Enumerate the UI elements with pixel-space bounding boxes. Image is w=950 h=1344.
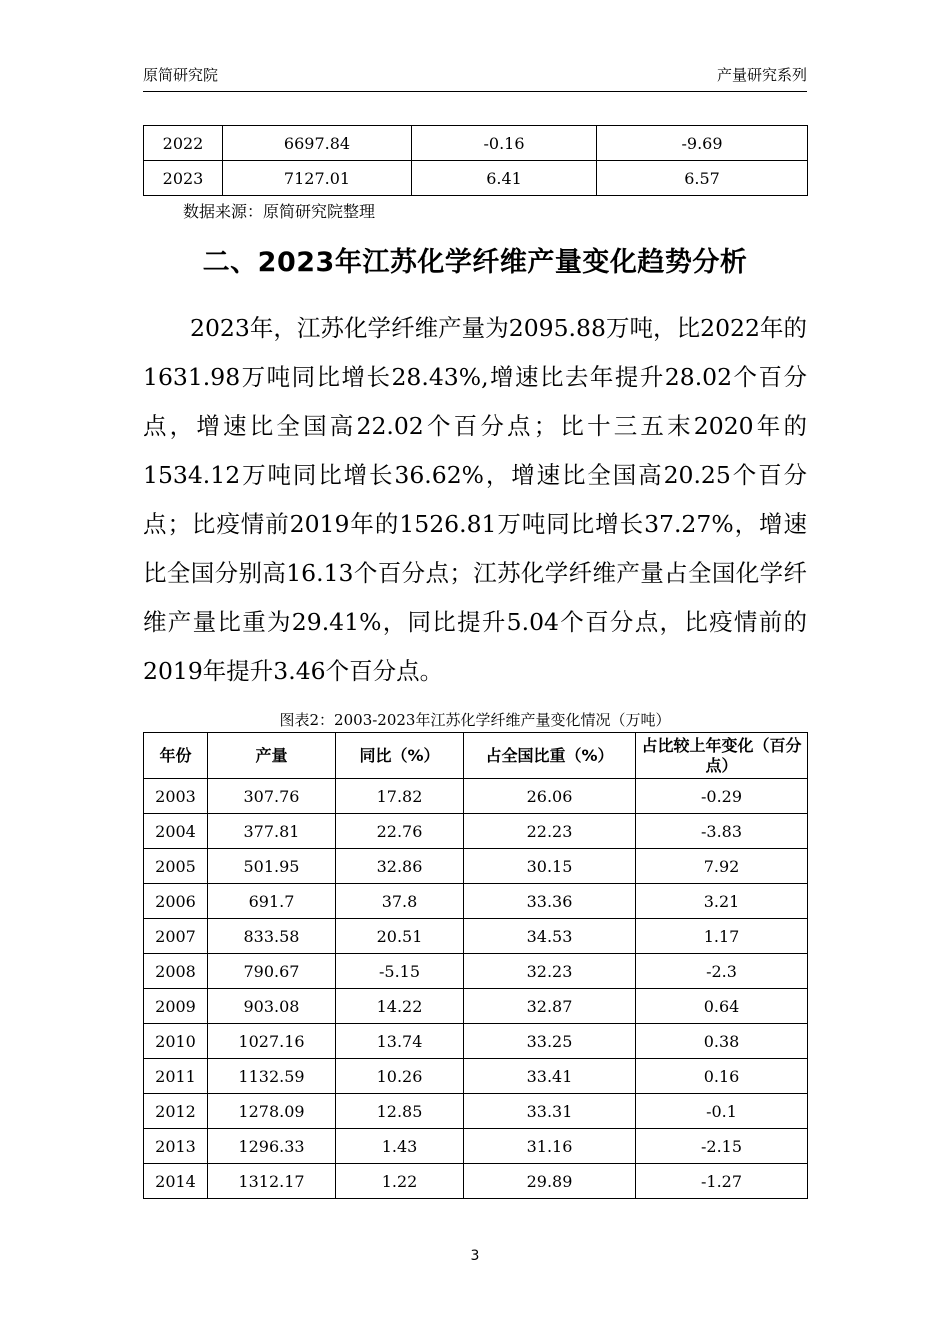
table-cell: 32.23	[464, 954, 636, 989]
table-cell: -5.15	[336, 954, 464, 989]
table-cell: 12.85	[336, 1094, 464, 1129]
table-row	[144, 1094, 808, 1129]
column-header-year: 年份	[144, 733, 208, 779]
table-cell: 377.81	[208, 814, 336, 849]
table-cell: 1.17	[636, 919, 808, 954]
table-cell: 7.92	[636, 849, 808, 884]
table-cell: -0.1	[636, 1094, 808, 1129]
table-cell: 903.08	[208, 989, 336, 1024]
table-cell: 17.82	[336, 779, 464, 814]
table-cell: 2007	[144, 919, 208, 954]
table-row	[144, 849, 808, 884]
table-cell: 10.26	[336, 1059, 464, 1094]
header-org-name: 原简研究院	[143, 66, 219, 84]
table-cell: 20.51	[336, 919, 464, 954]
table-cell: 1.43	[336, 1129, 464, 1164]
table-cell: 2008	[144, 954, 208, 989]
table-header-row	[144, 733, 808, 779]
column-header-yoy: 同比（%）	[336, 733, 464, 779]
table-row	[144, 954, 808, 989]
table-cell: 7127.01	[223, 161, 412, 196]
table-cell: 2005	[144, 849, 208, 884]
table-cell: -9.69	[597, 126, 808, 161]
table-cell: 6697.84	[223, 126, 412, 161]
table-row	[144, 1059, 808, 1094]
header-divider	[143, 91, 807, 92]
table-row	[144, 161, 808, 196]
data-source-note: 数据来源：原简研究院整理	[183, 202, 376, 221]
table-cell: 3.21	[636, 884, 808, 919]
table-cell: 2009	[144, 989, 208, 1024]
table-cell: 307.76	[208, 779, 336, 814]
table-cell: -1.27	[636, 1164, 808, 1199]
table-cell: 32.86	[336, 849, 464, 884]
table-cell: 32.87	[464, 989, 636, 1024]
table-cell: 2010	[144, 1024, 208, 1059]
table-cell: 2022	[144, 126, 223, 161]
table-cell: 2012	[144, 1094, 208, 1129]
column-header-national-share: 占全国比重（%）	[464, 733, 636, 779]
table-cell: -0.16	[412, 126, 597, 161]
page-number: 3	[470, 1248, 480, 1264]
table-cell: 33.41	[464, 1059, 636, 1094]
table-cell: -3.83	[636, 814, 808, 849]
table-row	[144, 814, 808, 849]
table-cell: 2003	[144, 779, 208, 814]
table-cell: 22.76	[336, 814, 464, 849]
table-cell: 2014	[144, 1164, 208, 1199]
table-row	[144, 989, 808, 1024]
production-table	[143, 732, 808, 1199]
table-row	[144, 919, 808, 954]
table-cell: 30.15	[464, 849, 636, 884]
table-cell: 33.36	[464, 884, 636, 919]
table-cell: 1312.17	[208, 1164, 336, 1199]
table-cell: 26.06	[464, 779, 636, 814]
table-cell: 833.58	[208, 919, 336, 954]
table-cell: 501.95	[208, 849, 336, 884]
table-cell: 2004	[144, 814, 208, 849]
table-cell: 22.23	[464, 814, 636, 849]
table-caption: 图表2：2003-2023年江苏化学纤维产量变化情况（万吨）	[279, 711, 671, 729]
table-cell: 0.64	[636, 989, 808, 1024]
table-cell: 29.89	[464, 1164, 636, 1199]
table-cell: 6.57	[597, 161, 808, 196]
column-header-share-change: 占比较上年变化（百分点）	[636, 733, 808, 779]
table-cell: 14.22	[336, 989, 464, 1024]
table-cell: 6.41	[412, 161, 597, 196]
table-cell: 13.74	[336, 1024, 464, 1059]
table-cell: 2013	[144, 1129, 208, 1164]
table-cell: -2.15	[636, 1129, 808, 1164]
table-cell: 0.16	[636, 1059, 808, 1094]
table-row	[144, 779, 808, 814]
continued-data-table	[143, 125, 808, 196]
table-row	[144, 1024, 808, 1059]
body-paragraph: 2023年，江苏化学纤维产量为2095.88万吨，比2022年的1631.98万吨同比增长28.43%,增速比去年提升28.02个百分点，增速比全国高22.02个百分点；比十三五末2020年的1534.12万吨同比增长36.62%，增速比全国高20.25个百分点；比疫情前2019年的1526.81万吨同比增长37.27%，增速比全国分别高16.13个百分点；江苏化学纤维产量占全国化学纤维产量比重为29.41%，同比提升5.04个百分点，比疫情前的2019年提升3.46个百分点。	[143, 314, 807, 685]
section-title: 二、2023年江苏化学纤维产量变化趋势分析	[202, 247, 748, 278]
table-cell: 37.8	[336, 884, 464, 919]
table-cell: 790.67	[208, 954, 336, 989]
table-cell: -2.3	[636, 954, 808, 989]
table-cell: 33.31	[464, 1094, 636, 1129]
table-row	[144, 126, 808, 161]
table-cell: 2011	[144, 1059, 208, 1094]
table-cell: 1027.16	[208, 1024, 336, 1059]
table-cell: 34.53	[464, 919, 636, 954]
header-series-name: 产量研究系列	[716, 66, 807, 84]
table-cell: 2006	[144, 884, 208, 919]
table-cell: 33.25	[464, 1024, 636, 1059]
table-cell: -0.29	[636, 779, 808, 814]
table-cell: 691.7	[208, 884, 336, 919]
table-cell: 1.22	[336, 1164, 464, 1199]
table-row	[144, 1164, 808, 1199]
table-cell: 2023	[144, 161, 223, 196]
table-row	[144, 884, 808, 919]
table-row	[144, 1129, 808, 1164]
column-header-output: 产量	[208, 733, 336, 779]
table-cell: 31.16	[464, 1129, 636, 1164]
table-cell: 0.38	[636, 1024, 808, 1059]
table-cell: 1296.33	[208, 1129, 336, 1164]
table-cell: 1132.59	[208, 1059, 336, 1094]
table-cell: 1278.09	[208, 1094, 336, 1129]
